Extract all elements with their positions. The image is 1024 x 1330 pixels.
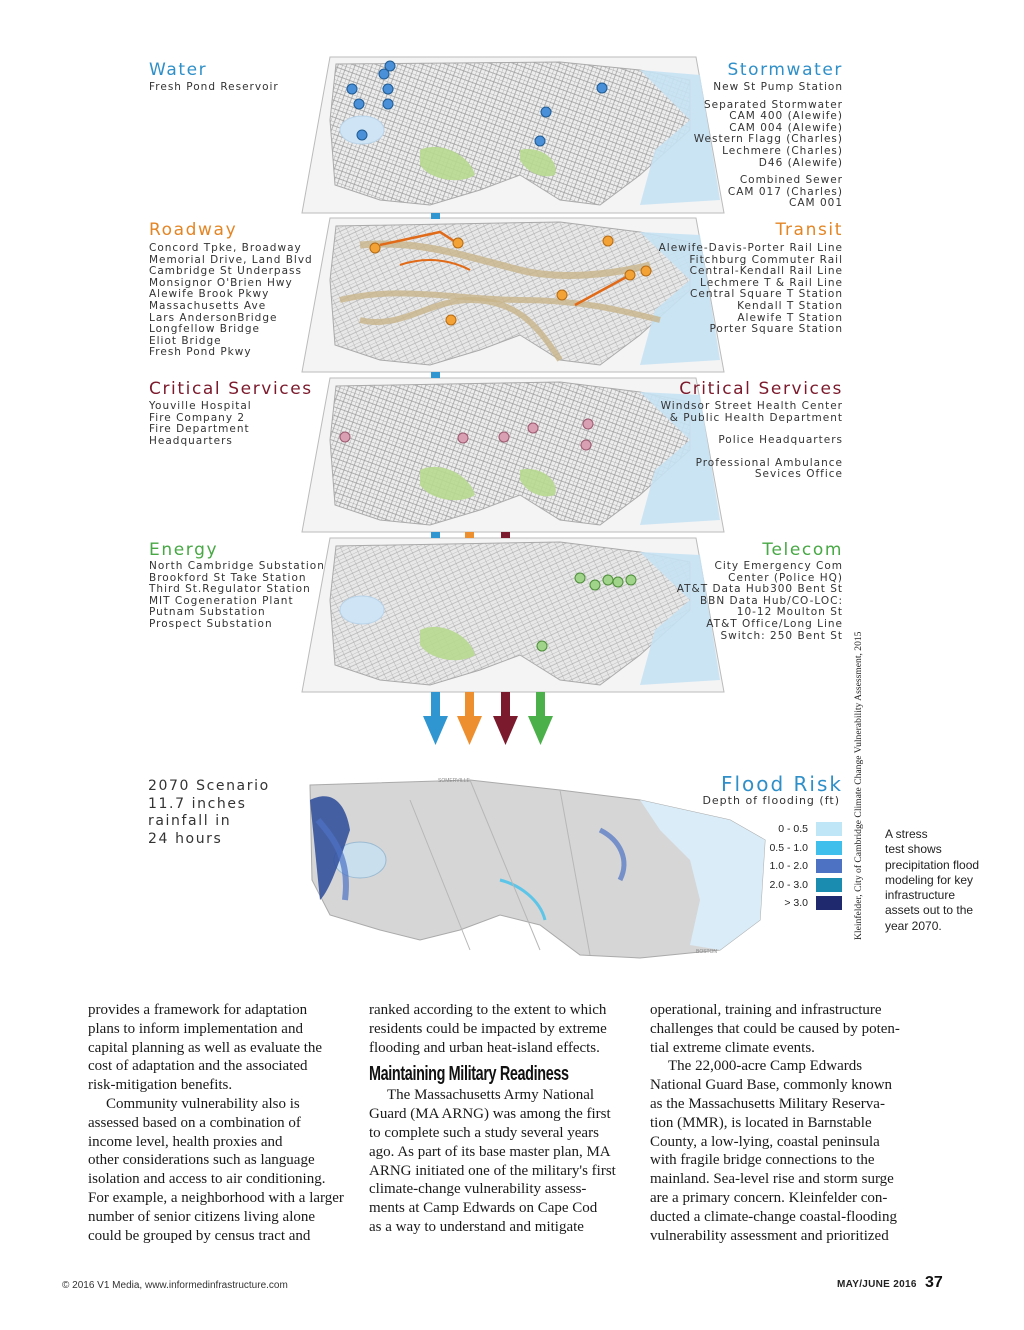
text-line: cost of adaptation and the associated bbox=[88, 1058, 308, 1075]
transit-marker bbox=[453, 238, 463, 248]
text-line: The 22,000-acre Camp Edwards bbox=[668, 1058, 863, 1075]
stormwater-item: CAM 001 bbox=[789, 197, 843, 210]
text-line: challenges that could be caused by poten- bbox=[650, 1020, 900, 1037]
critical-services-title-right: Critical Services bbox=[679, 379, 843, 399]
water-marker bbox=[535, 136, 545, 146]
map-label-boston: BOSTON bbox=[696, 949, 718, 955]
section-heading: Maintaining Military Readiness bbox=[369, 1063, 569, 1086]
article-column-2 bbox=[369, 1001, 631, 1237]
footer-copyright: © 2016 V1 Media, www.informedinfrastructure.com bbox=[62, 1280, 288, 1291]
transit-list bbox=[659, 243, 843, 336]
caption-line: modeling for key bbox=[885, 872, 974, 887]
roadway-item: Memorial Drive, Land Blvd bbox=[149, 253, 313, 266]
text-line: vulnerability assessment and prioritized bbox=[650, 1227, 889, 1244]
caption-line: assets out to the bbox=[885, 903, 974, 918]
text-line: residents could be impacted by extreme bbox=[369, 1020, 607, 1037]
transit-item: Alewife T Station bbox=[737, 311, 843, 324]
energy-title: Energy bbox=[149, 540, 219, 560]
stormwater-item: Combined Sewer bbox=[739, 174, 843, 187]
energy-item: Third St.Regulator Station bbox=[149, 583, 311, 596]
roadway-item: Longfellow Bridge bbox=[149, 323, 260, 336]
energy-marker bbox=[626, 575, 636, 585]
text-line: risk-mitigation benefits. bbox=[88, 1077, 233, 1094]
text-line: tial extreme climate events. bbox=[650, 1039, 815, 1056]
text-line: with fragile bridge connections to the bbox=[650, 1152, 875, 1169]
legend-swatch bbox=[816, 859, 842, 873]
text-line: flooding and urban heat-island effects. bbox=[369, 1039, 600, 1056]
telecom-item: AT&T Data Hub300 Bent St bbox=[676, 583, 843, 596]
water-marker bbox=[354, 99, 364, 109]
critical-service-item: & Public Health Department bbox=[669, 411, 843, 424]
critical-service-item: Youville Hospital bbox=[149, 400, 252, 412]
map-label-somerville: SOMERVILLE bbox=[438, 778, 470, 784]
legend-label: 2.0 - 3.0 bbox=[769, 878, 808, 891]
scenario-line: 11.7 inches bbox=[148, 795, 247, 812]
transit-marker bbox=[370, 243, 380, 253]
telecom-list bbox=[677, 561, 843, 642]
paragraph bbox=[650, 1001, 912, 1057]
legend-label: 1.0 - 2.0 bbox=[769, 860, 808, 873]
critical-service-item: Fire Company 2 bbox=[149, 411, 246, 424]
stormwater-item: Separated Stormwater bbox=[703, 98, 843, 111]
critical-services-list-left bbox=[149, 401, 252, 447]
stormwater-title: Stormwater bbox=[727, 60, 843, 80]
energy-marker bbox=[603, 575, 613, 585]
roadway-item: Monsignor O'Brien Hwy bbox=[149, 276, 293, 289]
text-line: County, a low-lying, coastal peninsula bbox=[650, 1133, 880, 1150]
text-line: ARNG initiated one of the military's first bbox=[369, 1162, 616, 1179]
energy-marker bbox=[590, 580, 600, 590]
legend-label: > 3.0 bbox=[784, 897, 808, 910]
transit-item: Fitchburg Commuter Rail bbox=[689, 253, 843, 266]
roadway-item: Fresh Pond Pkwy bbox=[149, 346, 252, 359]
water-marker bbox=[379, 69, 389, 79]
water-marker bbox=[383, 99, 393, 109]
text-line: isolation and access to air conditioning. bbox=[88, 1171, 326, 1188]
water-item: Fresh Pond Reservoir bbox=[149, 81, 279, 93]
scenario-line: rainfall in bbox=[148, 813, 232, 829]
text-line: provides a framework for adaptation bbox=[88, 1002, 308, 1018]
energy-item: Brookford St Take Station bbox=[149, 571, 307, 584]
critical-service-marker bbox=[528, 423, 538, 433]
legend-swatch bbox=[816, 822, 842, 836]
transit-marker bbox=[625, 270, 635, 280]
paragraph bbox=[369, 1001, 631, 1057]
roadway-item: Lars AndersonBridge bbox=[149, 311, 278, 324]
text-line: number of senior citizens living alone bbox=[88, 1208, 316, 1225]
caption-line: A stress bbox=[885, 827, 928, 841]
energy-item: Prospect Substation bbox=[149, 617, 273, 630]
article-column-3 bbox=[650, 1001, 912, 1245]
roadway-item: Cambridge St Underpass bbox=[149, 265, 302, 278]
water-title: Water bbox=[149, 60, 208, 80]
energy-list bbox=[149, 561, 325, 631]
figure-caption bbox=[885, 827, 985, 934]
transit-item: Central Square T Station bbox=[690, 288, 843, 301]
energy-marker bbox=[575, 573, 585, 583]
energy-item: Putnam Substation bbox=[149, 606, 266, 619]
energy-item: MIT Cogeneration Plant bbox=[149, 594, 294, 607]
telecom-title: Telecom bbox=[762, 540, 843, 560]
stormwater-list bbox=[694, 82, 843, 210]
article-column-1 bbox=[88, 1001, 350, 1245]
paragraph bbox=[88, 1095, 350, 1245]
telecom-item: Switch: 250 Bent St bbox=[720, 629, 843, 642]
critical-service-marker bbox=[340, 432, 350, 442]
text-line: as a way to understand and mitigate bbox=[369, 1218, 584, 1235]
caption-line: infrastructure bbox=[885, 888, 956, 903]
transit-item: Lechmere T & Rail Line bbox=[700, 276, 843, 289]
water-marker bbox=[357, 130, 367, 140]
critical-service-marker bbox=[499, 432, 509, 442]
stormwater-item: CAM 004 (Alewife) bbox=[729, 121, 843, 134]
page-number: 37 bbox=[925, 1274, 943, 1291]
energy-marker bbox=[537, 641, 547, 651]
transit-title: Transit bbox=[775, 220, 843, 240]
energy-marker bbox=[613, 577, 623, 587]
transit-item: Porter Square Station bbox=[709, 323, 843, 336]
caption-line: year 2070. bbox=[885, 918, 942, 933]
paragraph bbox=[369, 1086, 631, 1236]
critical-service-item: Police Headquarters bbox=[718, 434, 843, 447]
scenario-text bbox=[148, 778, 270, 848]
critical-services-title-left: Critical Services bbox=[149, 379, 313, 399]
water-marker bbox=[383, 84, 393, 94]
paragraph bbox=[88, 1001, 350, 1095]
text-line: operational, training and infrastructure bbox=[650, 1002, 882, 1018]
legend-swatch bbox=[816, 878, 842, 892]
text-line: other considerations such as language bbox=[88, 1152, 315, 1169]
critical-service-marker bbox=[583, 419, 593, 429]
flood-risk-subtitle: Depth of flooding (ft) bbox=[702, 794, 840, 807]
text-line: mainland. Sea-level rise and storm surge bbox=[650, 1171, 894, 1188]
roadway-title: Roadway bbox=[149, 220, 238, 240]
stormwater-item: D46 (Alewife) bbox=[758, 156, 843, 169]
text-line: Community vulnerability also is bbox=[106, 1095, 300, 1112]
critical-service-item: Sevices Office bbox=[754, 468, 843, 481]
water-list bbox=[149, 82, 279, 94]
telecom-item: BBN Data Hub/CO-LOC: bbox=[699, 594, 843, 607]
critical-service-item: Professional Ambulance bbox=[695, 456, 843, 469]
stormwater-item: New St Pump Station bbox=[713, 81, 843, 93]
scenario-line: 2070 Scenario bbox=[148, 778, 270, 794]
text-line: to complete such a study several years bbox=[369, 1124, 599, 1141]
text-line: ments at Camp Edwards on Cape Cod bbox=[369, 1200, 598, 1217]
image-credit: Kleinfelder, City of Cambridge Climate Change Vulnerability Assessment, 2015 bbox=[853, 631, 864, 940]
scenario-line: 24 hours bbox=[148, 830, 223, 847]
stormwater-item: Western Flagg (Charles) bbox=[693, 133, 843, 146]
stormwater-item: Lechmere (Charles) bbox=[722, 144, 843, 157]
critical-service-marker bbox=[581, 440, 591, 450]
stormwater-item: CAM 017 (Charles) bbox=[727, 185, 843, 198]
transit-marker bbox=[557, 290, 567, 300]
energy-item: North Cambridge Substation bbox=[149, 560, 325, 572]
transit-item: Central-Kendall Rail Line bbox=[689, 265, 843, 278]
critical-service-item: Headquarters bbox=[149, 434, 233, 447]
critical-service-item: Fire Department bbox=[149, 423, 250, 436]
footer-issue: MAY/JUNE 2016 bbox=[837, 1279, 917, 1290]
flood-risk-title: Flood Risk bbox=[720, 772, 843, 796]
text-line: National Guard Base, commonly known bbox=[650, 1077, 893, 1094]
stormwater-item: CAM 400 (Alewife) bbox=[729, 110, 843, 123]
legend-label: 0 - 0.5 bbox=[778, 823, 808, 836]
text-line: For example, a neighborhood with a larger bbox=[88, 1189, 344, 1206]
text-line: plans to inform implementation and bbox=[88, 1020, 303, 1037]
caption-line: precipitation flood bbox=[885, 857, 980, 872]
paragraph bbox=[650, 1057, 912, 1245]
text-line: income level, health proxies and bbox=[88, 1133, 283, 1150]
roadway-item: Concord Tpke, Broadway bbox=[149, 242, 302, 254]
legend-swatch bbox=[816, 896, 842, 910]
water-marker bbox=[597, 83, 607, 93]
transit-item: Alewife-Davis-Porter Rail Line bbox=[658, 242, 843, 254]
text-line: Guard (MA ARNG) was among the first bbox=[369, 1106, 611, 1123]
water-marker bbox=[347, 84, 357, 94]
text-line: ago. As part of its base master plan, MA bbox=[369, 1143, 611, 1160]
text-line: assessed based on a combination of bbox=[88, 1114, 301, 1131]
flood-risk-map bbox=[300, 775, 768, 963]
text-line: capital planning as well as evaluate the bbox=[88, 1039, 323, 1056]
critical-service-item: Windsor Street Health Center bbox=[660, 400, 843, 412]
text-line: The Massachusetts Army National bbox=[387, 1087, 595, 1104]
telecom-item: City Emergency Com bbox=[714, 560, 843, 572]
water-marker bbox=[541, 107, 551, 117]
critical-service-marker bbox=[458, 433, 468, 443]
transit-marker bbox=[603, 236, 613, 246]
roadway-item: Alewife Brook Pkwy bbox=[149, 288, 270, 301]
telecom-item: AT&T Office/Long Line bbox=[706, 617, 843, 630]
text-line: ranked according to the extent to which bbox=[369, 1002, 607, 1018]
text-line: tion (MMR), is located in Barnstable bbox=[650, 1114, 872, 1131]
caption-line: test shows bbox=[885, 842, 942, 857]
text-line: climate-change vulnerability assess- bbox=[369, 1181, 587, 1198]
transit-marker bbox=[641, 266, 651, 276]
roadway-list bbox=[149, 243, 313, 359]
transit-item: Kendall T Station bbox=[737, 299, 843, 312]
text-line: ducted a climate-change coastal-flooding bbox=[650, 1208, 897, 1225]
legend-label: 0.5 - 1.0 bbox=[769, 841, 808, 854]
telecom-item: 10-12 Moulton St bbox=[736, 606, 843, 619]
text-line: as the Massachusetts Military Reserva- bbox=[650, 1095, 885, 1112]
flood-legend bbox=[768, 820, 842, 913]
transit-marker bbox=[446, 315, 456, 325]
legend-swatch bbox=[816, 841, 842, 855]
critical-services-list-right bbox=[661, 401, 843, 481]
telecom-item: Center (Police HQ) bbox=[728, 571, 843, 584]
text-line: are a primary concern. Kleinfelder con- bbox=[650, 1189, 888, 1206]
text-line: could be grouped by census tract and bbox=[88, 1227, 311, 1244]
roadway-item: Eliot Bridge bbox=[149, 334, 222, 347]
roadway-item: Massachusetts Ave bbox=[149, 299, 267, 312]
